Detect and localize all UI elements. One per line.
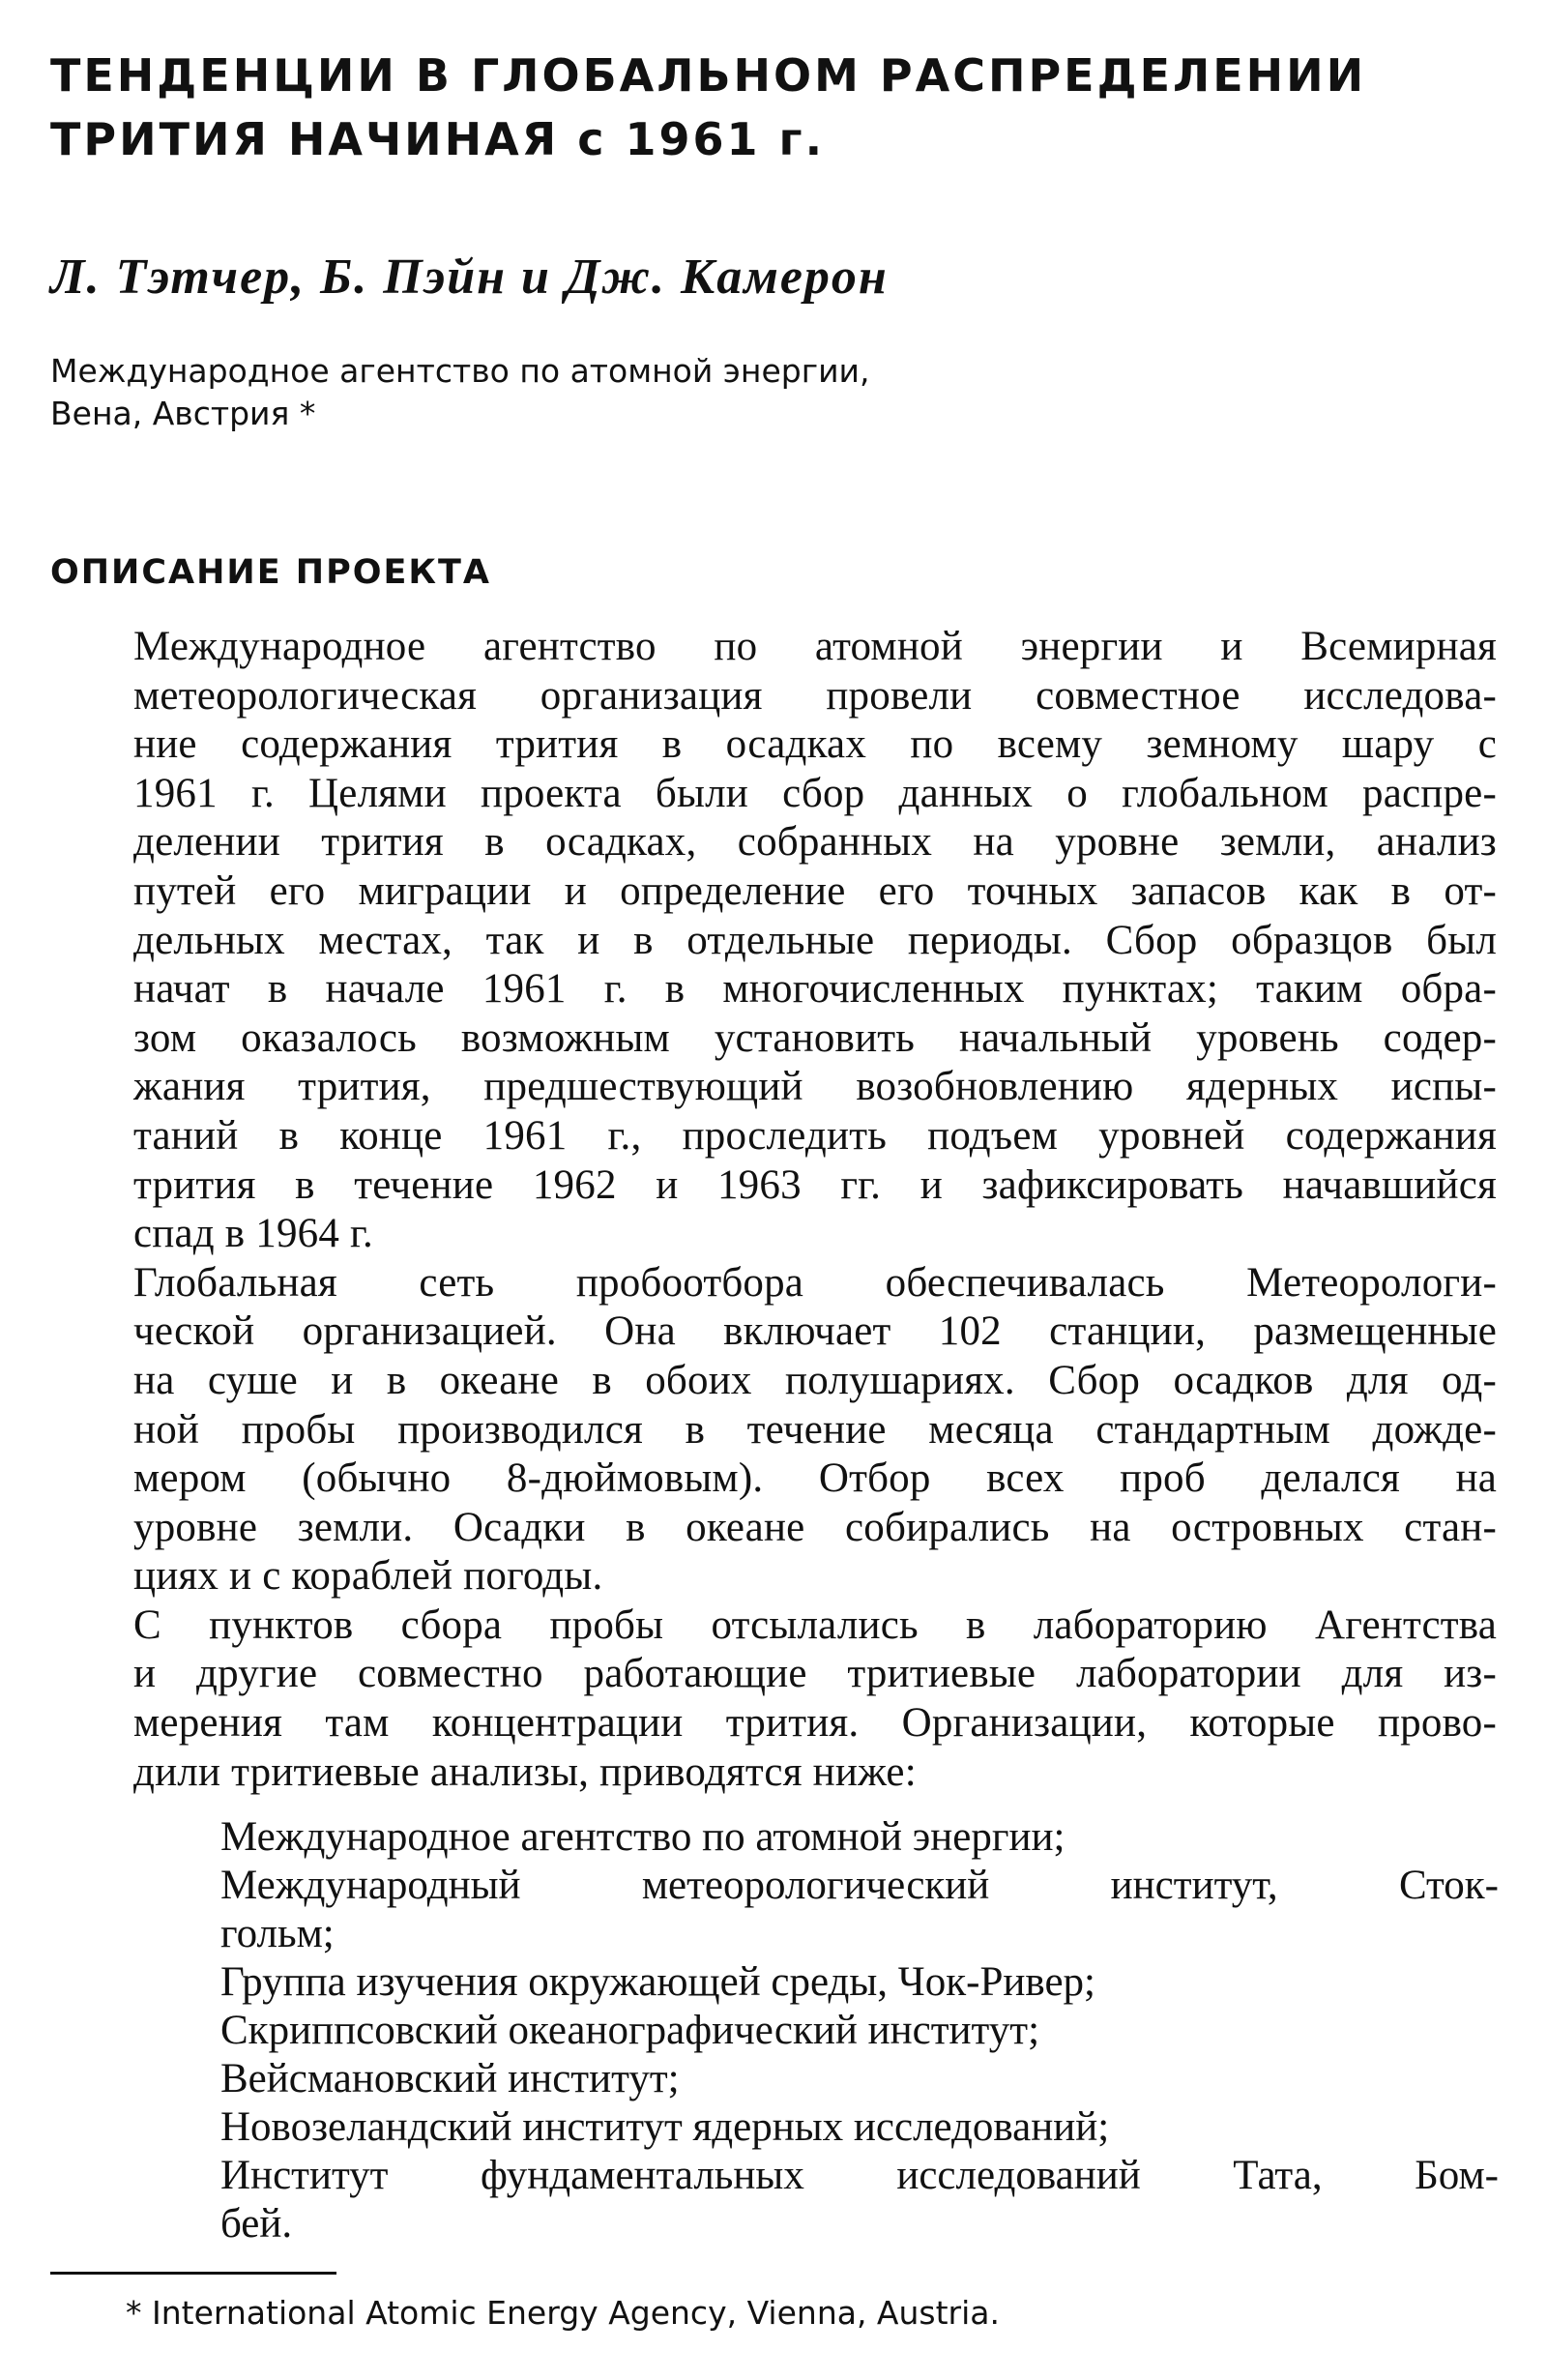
title-line: ТРИТИЯ НАЧИНАЯ с 1961 г. <box>50 113 826 165</box>
text-line: ние содержания трития в осадках по всему земному шару с <box>133 721 1497 768</box>
text-line: зом оказалось возможным установить начальный уровень содер- <box>133 1014 1497 1061</box>
text-line: путей его миграции и определение его точных запасов как в от- <box>133 867 1497 914</box>
paragraph-2 <box>50 1259 1497 1601</box>
text-line: мером (обычно 8-дюймовым). Отбор всех проб делался на <box>133 1455 1497 1502</box>
list-item <box>220 2055 1499 2103</box>
text-line: ной пробы производился в течение месяца стандартным дожде- <box>133 1406 1497 1453</box>
list-item-line: Международный метеорологический институт, Сток- <box>220 1863 1499 1908</box>
text-line: 1961 г. Целями проекта были сбор данных о глобальном распре- <box>133 770 1497 816</box>
text-line: дили тритиевые анализы, приводятся ниже: <box>133 1748 917 1795</box>
paragraph-3 <box>50 1601 1497 1797</box>
organizations-list <box>220 1813 1499 2248</box>
list-item <box>220 1958 1499 2007</box>
list-item-line: гольм; <box>220 1911 335 1956</box>
list-item <box>220 2007 1499 2055</box>
list-item-line: Скриппсовский океанографический институт; <box>220 2008 1040 2053</box>
footnote-divider <box>50 2272 336 2275</box>
text-line: и другие совместно работающие тритиевые лаборатории для из- <box>133 1651 1497 1697</box>
list-item <box>220 2103 1499 2152</box>
body-text <box>50 623 1497 1797</box>
text-line: спад в 1964 г. <box>133 1211 373 1257</box>
affiliation-line: Вена, Австрия * <box>50 395 316 432</box>
text-line: Международное агентство по атомной энергии и Всемирная <box>133 624 1497 669</box>
text-line: делении трития в осадках, собранных на уровне земли, анализ <box>133 819 1497 866</box>
list-item-line: Новозеландский институт ядерных исследований; <box>220 2104 1110 2150</box>
footnote: * International Atomic Energy Agency, Vienna, Austria. <box>126 2294 1001 2332</box>
section-heading: ОПИСАНИЕ ПРОЕКТА <box>50 553 491 592</box>
paragraph-1 <box>50 623 1497 1259</box>
list-item-line: Институт фундаментальных исследований Тата, Бом- <box>220 2153 1499 2198</box>
list-item <box>220 2152 1499 2248</box>
text-line: циях и с кораблей погоды. <box>133 1553 603 1600</box>
list-item <box>220 1862 1499 1958</box>
text-line: трития в течение 1962 и 1963 гг. и зафиксировать начавшийся <box>133 1161 1497 1208</box>
list-item-line: бей. <box>220 2201 293 2247</box>
text-line: С пунктов сбора пробы отсылались в лабораторию Агентства <box>133 1601 1497 1648</box>
text-line: ческой организацией. Она включает 102 станции, размещенные <box>133 1308 1497 1355</box>
text-line: на суше и в океане в обоих полушариях. Сбор осадков для од- <box>133 1357 1497 1403</box>
text-line: начат в начале 1961 г. в многочисленных пунктах; таким обра- <box>133 966 1497 1013</box>
text-line: Глобальная сеть пробоотбора обеспечивалась Метеорологи- <box>133 1259 1497 1306</box>
title-line: ТЕНДЕНЦИИ В ГЛОБАЛЬНОМ РАСПРЕДЕЛЕНИИ <box>50 49 1367 102</box>
affiliation <box>50 350 869 435</box>
list-item-line: Группа изучения окружающей среды, Чок-Ривер; <box>220 1959 1095 2005</box>
list-item <box>220 1813 1499 1862</box>
text-line: таний в конце 1961 г., проследить подъем уровней содержания <box>133 1112 1497 1159</box>
list-item-line: Вейсмановский институт; <box>220 2056 680 2101</box>
article-title <box>50 44 1481 171</box>
text-line: жания трития, предшествующий возобновлению ядерных испы- <box>133 1064 1497 1110</box>
list-item-line: Международное агентство по атомной энергии; <box>220 1814 1065 1860</box>
authors: Л. Тэтчер, Б. Пэйн и Дж. Камерон <box>50 250 889 305</box>
affiliation-line: Международное агентство по атомной энергии, <box>50 352 870 390</box>
text-line: уровне земли. Осадки в океане собирались на островных стан- <box>133 1504 1497 1550</box>
text-line: мерения там концентрации трития. Организации, которые прово- <box>133 1700 1497 1747</box>
text-line: метеорологическая организация провели совместное исследова- <box>133 672 1497 719</box>
text-line: дельных местах, так и в отдельные периоды. Сбор образцов был <box>133 917 1497 963</box>
